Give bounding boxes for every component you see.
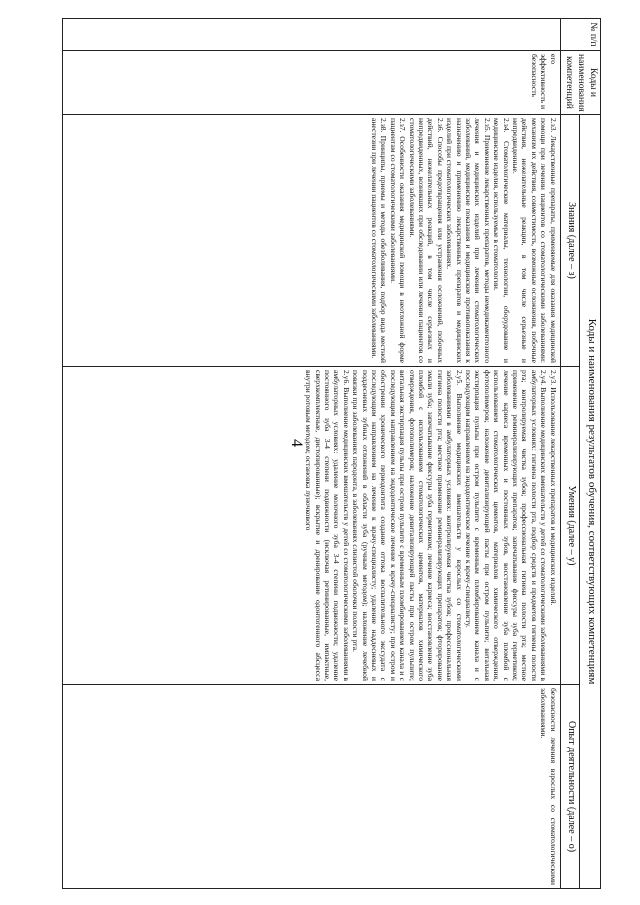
knowledge-item: 2.з6. Способы предотвращения или устранения осложнений, побочных действий, нежелательных реакций, в том числе серьезных и непредвиденных, возникших при обследовании или лечении пациентов со стоматологическими заболеваниями.: [407, 118, 445, 363]
header-knowledge: Знания (далее – з): [560, 115, 579, 367]
header-experience: Опыт деятельности (далее – о): [560, 685, 579, 889]
knowledge-cell: [62, 115, 560, 367]
page-number: 4: [288, 439, 305, 447]
header-results-group: Коды и наименования результатов обучения, соответствующих компетенциям: [580, 115, 601, 889]
table-row: [62, 19, 560, 889]
rotated-table-container: [66, 18, 601, 888]
knowledge-item: 2.з5. Применение лекарственных препаратов, методы немедикаментозного лечения и медицинских изделий при лечении стоматологических заболеваний, медицинские показания и медицинские противопоказания к назначению и применению лекарственных препаратов и медицинских изделий при стоматологических заболеваниях.: [445, 118, 492, 363]
knowledge-item: 2.з3. Лекарственные препараты, применяемые для оказания медицинской помощи при лечении пациентов со стоматологическими заболеваниями: механизм их действия, совместимость, возможные осложнения, побочные действия, нежелательные реакции, в том числе серьезные и непредвиденные.: [511, 118, 558, 363]
knowledge-item: 2.з4. Стоматологические материалы, технологии, оборудование и медицинские изделия, используемые в стоматологии.: [492, 118, 511, 363]
competencies-table: [62, 18, 601, 889]
knowledge-item: 2.з7. Особенности оказания медицинской помощи в неотложной форме пациентам со стоматологическими заболеваниями.: [388, 118, 408, 363]
skills-cell: [62, 367, 560, 685]
skill-item: 2.у5. Выполнение медицинских вмешательств у взрослых со стоматологическими заболеваниями в амбулаторных условиях: контролируемая чистка зубов; профессиональная гигиена полости рта; местное применение реминерализирующих препаратов; фторирование эмали зуба; запечатывание фиссуры зуба герметиком; лечение кариеса; восстановление зуба пломбой с использованием стоматологических цементов, материалов химического отверждения, фотополимеров; наложение девитализирующей пасты при остром пульпите; витальная экстирпация пульпы при остром пульпите с временным пломбированием канала и с последующим направлением на эндодонтическое лечение к врачу-специалисту; при остром и обострении хронического периодонтита создание оттока воспалительного экссудата с последующим направлением на лечение к врачу-специалисту; удаление наддесневых и поддесневых зубных отложений в области зуба (ручным методом); наложение лечебной повязки при заболеваниях пародонта, в заболеваниях слизистой оболочки полости рта.: [351, 370, 464, 681]
header-skills: Умения (далее – у): [560, 367, 579, 685]
competency-code-cell: его эффективность и безопасность: [62, 51, 560, 115]
experience-item: безопасности лечения взрослых со стоматологическими заболеваниями.: [539, 688, 558, 885]
experience-cell: [62, 685, 560, 889]
skill-item: 2.у3. Использование лекарственных препаратов и медицинских изделий.: [548, 370, 558, 606]
row-num: [62, 19, 560, 51]
header-num: № п/п: [560, 19, 600, 51]
header-code: Коды и наименования компетенций: [560, 51, 600, 115]
knowledge-item: 2.з8. Принципы, приемы и методы обезболивания, подбор вида местной анестезии при лечении пациентов со стоматологическими заболеваниями.: [369, 118, 389, 363]
skill-item: 2.у6. Выполнение медицинских вмешательств у детей со стоматологическими заболеваниями в амбулаторных условиях: удаление молочного зуба 3-4 степени подвижности; удаление постоянного зуба 3-4 степени подвижности (исключая ретинированные, импактные, сверхкомплектные, дистопированные); вскрытие и дренирование одонтогенного абсцесса внутри ротовым методом; остановка луночкового: [304, 370, 351, 681]
skill-item: 2.у4. Выполнение медицинских вмешательств у детей со стоматологическими заболеваниями в амбулаторных условиях: гигиена полости рта, подбор средств и предметов гигиены полости рта; контролируемая чистка зубов; профессиональная гигиена полости рта; местное применение реминерализирующих препаратов; запечатывание фиссуры зуба герметиком; лечение кариеса временных и постоянных зубов, восстановление зуба пломбой с использованием стоматологических цементов, материалов химического отверждения, фотополимеров; наложение девитализирующей пасты при остром пульпите; витальная экстирпация пульпы при остром пульпите с временным пломбированием канала и с последующим направлением на эндодонтическое лечение к врачу-специалисту.: [464, 370, 549, 681]
